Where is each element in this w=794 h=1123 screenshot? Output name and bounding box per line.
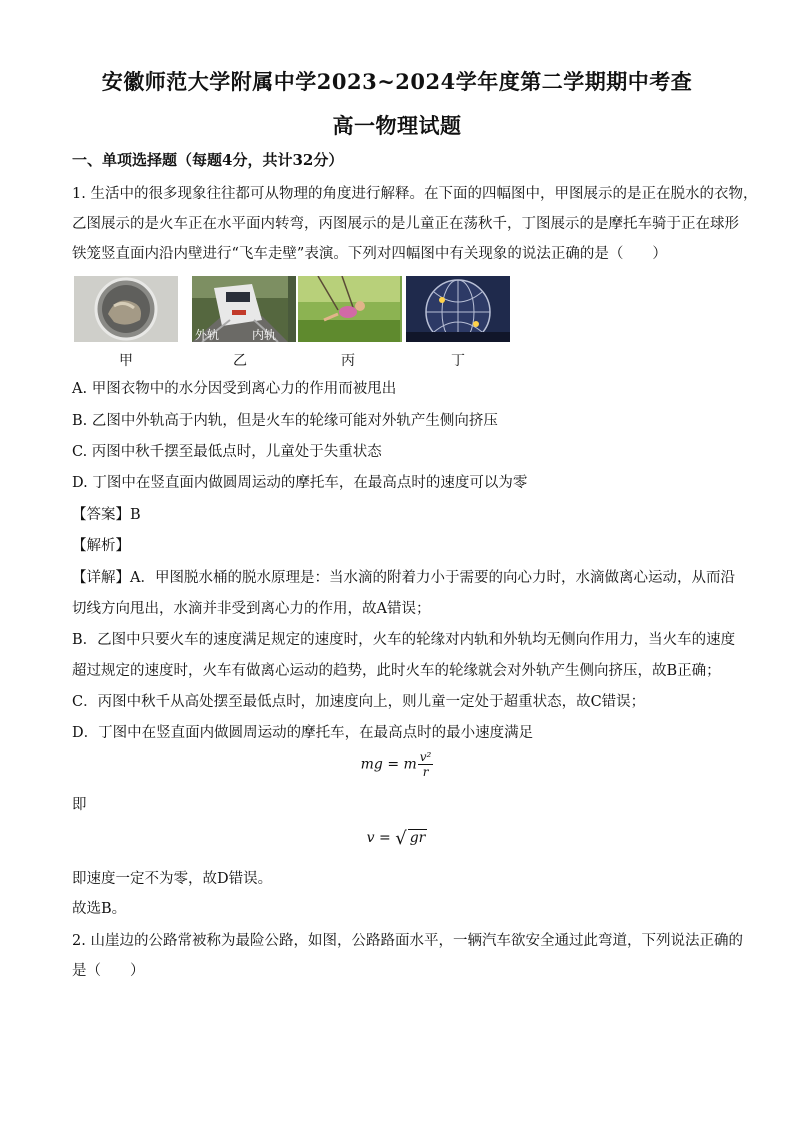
figure-caption: 乙 <box>233 353 247 369</box>
figure-jia-washing-drum <box>74 276 178 342</box>
exam-subtitle: 高一物理试题 <box>332 113 462 138</box>
q1-stem-line: 乙图展示的是火车正在水平面内转弯，丙图展示的是儿童正在荡秋千，丁图展示的是摩托车骑于正在球形 <box>72 216 739 232</box>
fraction-numerator: v² <box>419 750 432 764</box>
detail-line: 切线方向甩出，水滴并非受到离心力的作用，故A错误； <box>72 601 431 617</box>
figure-caption: 丙 <box>341 353 355 369</box>
choose-line: 故选B。 <box>72 901 127 917</box>
analysis-label: 【解析】 <box>72 538 130 554</box>
q2-stem-line: 是（ ） <box>72 963 145 979</box>
option-c: C. 丙图中秋千摆至最低点时，儿童处于失重状态 <box>72 444 382 460</box>
formula-lhs: v = <box>366 830 396 846</box>
outer-rail-label: 外轨 <box>195 328 220 342</box>
section-heading: 一、单项选择题（每题4分，共计32分） <box>72 151 344 169</box>
figure-yi-train <box>192 276 296 342</box>
formula-centripetal <box>0 750 794 779</box>
sqrt-icon: √ <box>395 828 407 849</box>
detail-line: 超过规定的速度时，火车有做离心运动的趋势，此时火车的轮缘就会对外轨产生侧向挤压，故B正确； <box>72 663 721 679</box>
conclusion-line: 即速度一定不为零，故D错误。 <box>72 871 273 887</box>
detail-line: 【详解】A．甲图脱水桶的脱水原理是：当水滴的附着力小于需要的向心力时，水滴做离心运动，从而沿 <box>72 570 735 586</box>
formula-fraction <box>418 750 434 779</box>
exam-title: 安徽师范大学附属中学2023~2024学年度第二学期期中考查 <box>101 69 693 94</box>
q1-stem-line: 铁笼竖直面内沿内壁进行“飞车走壁”表演。下列对四幅图中有关现象的说法正确的是（ ） <box>72 246 667 262</box>
answer-line: 【答案】B <box>72 507 141 523</box>
q2-stem-line: 2. 山崖边的公路常被称为最险公路，如图，公路路面水平，一辆汽车欲安全通过此弯道，下列说法正确的 <box>72 933 743 949</box>
q1-stem-line: 1. 生活中的很多现象往往都可从物理的角度进行解释。在下面的四幅图中，甲图展示的是正在脱水的衣物， <box>72 186 758 202</box>
figure-bing-swing <box>298 276 402 342</box>
fraction-denominator: r <box>422 765 429 779</box>
sqrt-radicand: gr <box>409 830 426 846</box>
formula-lhs: mg = m <box>360 756 417 773</box>
option-b: B. 乙图中外轨高于内轨，但是火车的轮缘可能对外轨产生侧向挤压 <box>72 413 498 429</box>
option-d: D. 丁图中在竖直面内做圆周运动的摩托车，在最高点时的速度可以为零 <box>72 475 528 491</box>
option-a: A. 甲图衣物中的水分因受到离心力的作用而被甩出 <box>72 381 397 397</box>
ji-line: 即 <box>72 797 87 813</box>
q1-figures <box>74 276 524 368</box>
figure-caption: 丁 <box>451 353 465 369</box>
figure-ding-motorcycle-globe <box>406 276 510 342</box>
figure-caption: 甲 <box>119 353 133 369</box>
detail-line: D．丁图中在竖直面内做圆周运动的摩托车，在最高点时的最小速度满足 <box>72 725 534 741</box>
inner-rail-label: 内轨 <box>252 328 277 342</box>
detail-line: B．乙图中只要火车的速度满足规定的速度时，火车的轮缘对内轨和外轨均无侧向作用力，当火车的速度 <box>72 632 736 648</box>
formula-velocity <box>0 828 794 849</box>
detail-line: C．丙图中秋千从高处摆至最低点时，加速度向上，则儿童一定处于超重状态，故C错误； <box>72 694 646 710</box>
